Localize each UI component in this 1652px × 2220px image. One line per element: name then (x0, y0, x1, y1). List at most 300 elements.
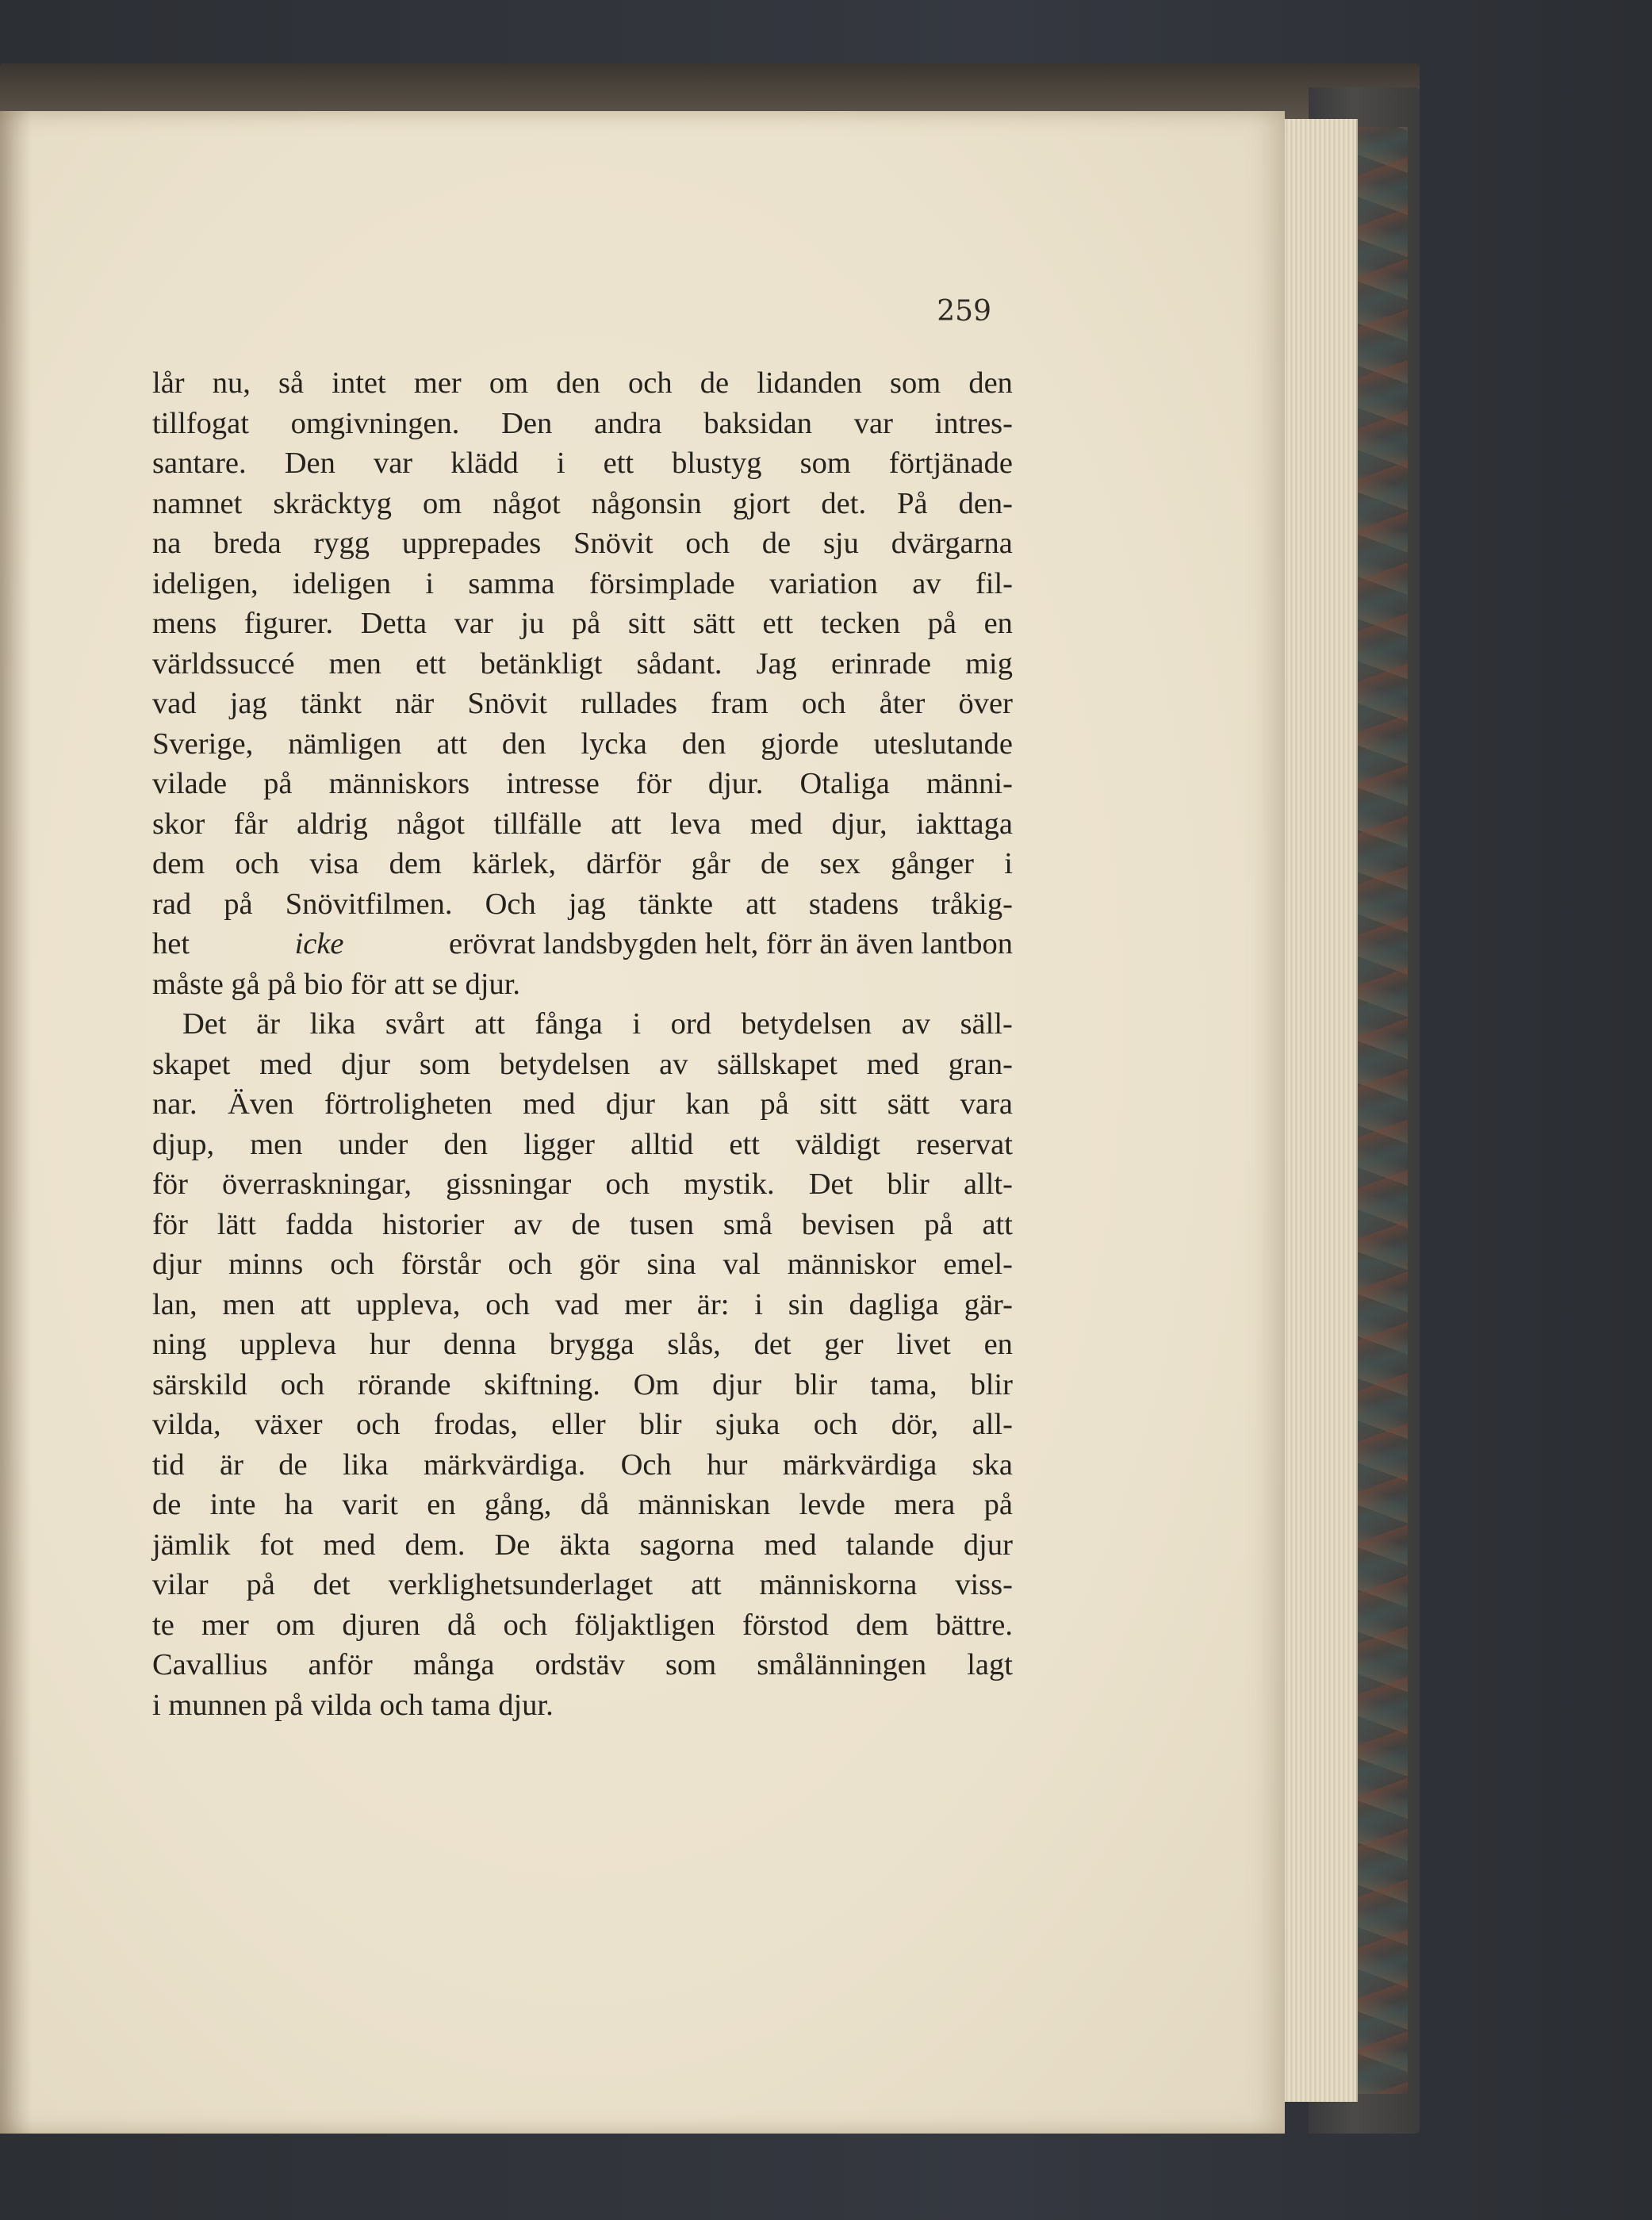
word: världssuccé (152, 646, 295, 681)
word: det (312, 1568, 351, 1601)
word: med (259, 1047, 312, 1081)
word: förstod (742, 1608, 830, 1642)
text-line (152, 1685, 1013, 1726)
text-line (152, 1004, 1013, 1045)
line-text (152, 804, 1013, 845)
word: ska (972, 1447, 1013, 1482)
word: brygga (549, 1328, 634, 1361)
word: sex (819, 847, 860, 880)
word: mystik. (684, 1168, 775, 1201)
word: får (233, 807, 268, 841)
word: under (338, 1127, 408, 1161)
word: allt- (963, 1168, 1013, 1201)
line-text (152, 1605, 1013, 1646)
word: breda (213, 527, 282, 560)
word: gång, (484, 1488, 552, 1521)
line-text (152, 1445, 1013, 1486)
word: intres- (934, 406, 1013, 440)
word: talande (845, 1528, 934, 1562)
word: tillfogat (152, 406, 249, 440)
text-line (152, 1164, 1013, 1205)
word: rullades (581, 687, 677, 720)
line-text (152, 404, 1013, 444)
word: för (152, 1168, 188, 1201)
word: förstår (401, 1248, 481, 1281)
text-line (152, 844, 1013, 884)
word: och (605, 1168, 650, 1201)
text-line (152, 1285, 1013, 1325)
word: och (685, 527, 730, 560)
word: följaktligen (574, 1608, 715, 1642)
word: försimplade (588, 566, 735, 600)
word: varit (342, 1488, 398, 1521)
word: frodas, (434, 1408, 518, 1441)
line-text (152, 1645, 1013, 1685)
word: är (220, 1447, 243, 1482)
word: något (493, 486, 561, 520)
word: Även (228, 1087, 294, 1121)
word: och (628, 366, 673, 400)
word: variation (769, 566, 878, 600)
word: historier (382, 1207, 485, 1241)
text-line (152, 443, 1013, 484)
word: val (723, 1248, 761, 1281)
word: namnet (152, 486, 243, 520)
word: på (924, 1207, 953, 1241)
word: kärlek, (472, 847, 557, 880)
text-line (152, 1605, 1013, 1646)
word: intet (332, 366, 386, 400)
word: männi- (926, 767, 1013, 800)
word: nämligen (288, 727, 402, 761)
word: jag (229, 687, 267, 720)
text-line (152, 1325, 1013, 1365)
text-line (152, 1045, 1013, 1085)
word: skiftning. (484, 1367, 600, 1401)
word: en (983, 607, 1013, 640)
word: märkvärdiga. (424, 1447, 586, 1482)
word: fil- (975, 566, 1013, 600)
word: djup, (152, 1127, 215, 1161)
word: äkta (559, 1528, 611, 1562)
word: sätt (692, 607, 735, 640)
line-text (152, 644, 1013, 684)
word: vad (152, 687, 197, 720)
word: slås, (667, 1328, 721, 1361)
word: lika (342, 1447, 389, 1482)
word: anför (308, 1648, 373, 1681)
word: lår (152, 366, 185, 400)
line-text (152, 1164, 1013, 1205)
word: eller (551, 1408, 606, 1441)
word: blir (887, 1168, 929, 1201)
word: Den (284, 447, 335, 480)
word: iakttaga (916, 807, 1013, 841)
word: människor (787, 1248, 917, 1281)
word: skor (152, 807, 205, 841)
word: all- (972, 1408, 1013, 1441)
word: de (571, 1207, 600, 1241)
word: skapet (152, 1047, 231, 1081)
text-line (152, 604, 1013, 644)
word: rygg (313, 527, 370, 560)
line-text (152, 1525, 1013, 1566)
word: sitt (627, 607, 665, 640)
word: sina (646, 1248, 696, 1281)
word: kan (685, 1087, 730, 1121)
line-text (152, 363, 1013, 404)
word: Och (620, 1447, 672, 1482)
text-line (152, 884, 1013, 925)
text-line (152, 1645, 1013, 1685)
word: minns (228, 1248, 304, 1281)
word: som (889, 366, 941, 400)
word: tid (152, 1447, 185, 1482)
word: och (280, 1367, 325, 1401)
word: klädd (450, 447, 519, 480)
word: verklighetsunderlaget (388, 1568, 654, 1601)
word: Och (485, 887, 536, 921)
word: djur. (707, 767, 764, 800)
word: dagliga (849, 1287, 939, 1321)
word: smålänningen (757, 1648, 927, 1681)
line-text (152, 1125, 1013, 1165)
line-text (152, 1325, 1013, 1365)
text-line (152, 1365, 1013, 1405)
word: vara (960, 1087, 1013, 1121)
word: åter (879, 687, 926, 720)
word: Snövit (573, 527, 654, 560)
line-text: måste gå på bio för att se djur. (152, 967, 521, 1001)
word: tänkte (638, 887, 714, 921)
word: denna (443, 1328, 516, 1361)
line-text (152, 1485, 1013, 1525)
word: med (764, 1528, 817, 1562)
word: ett (415, 646, 447, 681)
word: gjorde (761, 727, 839, 761)
word: gör (579, 1248, 620, 1281)
word: blustyg (672, 447, 762, 480)
word: tänkt (300, 687, 362, 720)
line-text (152, 1244, 1013, 1285)
word: uteslutande (873, 727, 1013, 761)
text-line (152, 484, 1013, 524)
word: av (912, 566, 941, 600)
line-text (152, 523, 1013, 564)
word: och (485, 1287, 530, 1321)
word: sin (788, 1287, 824, 1321)
word: betydelsen (499, 1047, 631, 1081)
word: och (355, 1408, 401, 1441)
word: hur (707, 1447, 748, 1482)
word: särskild (152, 1367, 247, 1401)
word: bättre. (935, 1608, 1013, 1642)
word: upprepades (401, 527, 542, 560)
word: ger (824, 1328, 864, 1361)
word: betänkligt (480, 646, 603, 681)
line-text (182, 1004, 1013, 1045)
word: Cavallius (152, 1648, 268, 1681)
word: sju (822, 527, 859, 560)
word: inte (209, 1488, 256, 1521)
word: djur (341, 1047, 391, 1081)
word: jag (568, 887, 606, 921)
word: vilade (152, 767, 228, 800)
word: sätt (887, 1087, 930, 1121)
word: tecken (820, 607, 901, 640)
text-line (152, 1125, 1013, 1165)
word: figurer. (243, 607, 334, 640)
word: vad (554, 1287, 600, 1321)
word: betydelsen (741, 1007, 872, 1041)
word: människan (638, 1488, 771, 1521)
word: andra (593, 406, 662, 440)
line-text (152, 564, 1013, 604)
word: levde (799, 1488, 865, 1521)
word: med (323, 1528, 376, 1562)
word: erinrade (830, 646, 932, 681)
word: med (866, 1047, 920, 1081)
word: och (813, 1408, 858, 1441)
word: dör, (891, 1408, 939, 1441)
word: djur (712, 1367, 762, 1401)
word: djur (963, 1528, 1013, 1562)
word: de (761, 847, 790, 880)
line-text (152, 604, 1013, 644)
word: den (681, 727, 726, 761)
line-text (152, 844, 1013, 884)
word: den (501, 727, 546, 761)
text-line (152, 764, 1013, 804)
word: rad (152, 887, 192, 921)
word: rörande (357, 1367, 451, 1401)
word: att (436, 727, 467, 761)
word: att (474, 1007, 505, 1041)
word: så (278, 366, 305, 400)
word: på (760, 1087, 789, 1121)
word: Om (633, 1367, 680, 1401)
text-segment: het (152, 927, 197, 960)
line-text (152, 1565, 1013, 1605)
word: leva (670, 807, 722, 841)
text-segment: erövrat landsbygden helt, förr än även lantbon (441, 927, 1013, 960)
word: som (799, 447, 851, 480)
word: var (454, 607, 493, 640)
word: människorna (759, 1568, 918, 1601)
line-text (152, 1365, 1013, 1405)
word: i (754, 1287, 763, 1321)
text-line (152, 1244, 1013, 1285)
word: det. (821, 486, 867, 520)
word: att (691, 1568, 722, 1601)
word: tusen (629, 1207, 695, 1241)
word: aldrig (297, 807, 368, 841)
word: stadens (808, 887, 899, 921)
word: fram (711, 687, 769, 720)
word: mer (624, 1287, 672, 1321)
word: Snövit (467, 687, 547, 720)
word: hur (369, 1328, 411, 1361)
italic-word: icke (294, 927, 344, 960)
word: intresse (506, 767, 600, 800)
text-line (152, 564, 1013, 604)
word: ideligen (293, 566, 392, 600)
word: sällskapet (717, 1047, 837, 1081)
word: lagt (967, 1648, 1013, 1681)
text-line (152, 924, 1013, 964)
word: de (278, 1447, 308, 1482)
word: de (761, 527, 792, 560)
word: djur (152, 1248, 202, 1281)
word: mer (201, 1608, 249, 1642)
page-number: 259 (937, 295, 991, 328)
word: uppleva (240, 1328, 337, 1361)
word: och (508, 1248, 553, 1281)
word: för (635, 767, 672, 800)
word: och (801, 687, 846, 720)
word: tama, (870, 1367, 937, 1401)
word: sjuka (715, 1408, 780, 1441)
word: ju (520, 607, 545, 640)
word: Sverige, (152, 727, 254, 761)
text-line (152, 964, 1013, 1005)
word: vilar (152, 1568, 209, 1601)
word: men (328, 646, 381, 681)
word: lycka (581, 727, 647, 761)
word: blir (794, 1367, 837, 1401)
word: gjort (732, 486, 791, 520)
word: säll- (960, 1007, 1013, 1041)
word: ett (729, 1127, 760, 1161)
word: viss- (955, 1568, 1013, 1601)
word: blir (639, 1408, 682, 1441)
word: gär- (964, 1287, 1013, 1321)
word: den- (958, 486, 1013, 520)
word: na (152, 527, 182, 560)
word: men (250, 1127, 303, 1161)
word: de (700, 366, 730, 400)
word: dem (856, 1608, 909, 1642)
word: dem (152, 847, 205, 880)
word: jämlik (152, 1528, 231, 1562)
word: om (276, 1608, 316, 1642)
word: djur, (831, 807, 887, 841)
word: nar. (152, 1087, 197, 1121)
word: som (419, 1047, 471, 1081)
line-text (152, 1205, 1013, 1245)
word: med (749, 807, 803, 841)
word: fånga (535, 1007, 603, 1041)
word: livet (896, 1328, 951, 1361)
word: någonsin (591, 486, 702, 520)
word: lan, (152, 1287, 197, 1321)
line-text (152, 1285, 1013, 1325)
word: att (746, 887, 776, 921)
word: över (958, 687, 1013, 720)
word: samma (468, 566, 555, 600)
text-line (152, 724, 1013, 765)
text-line (152, 804, 1013, 845)
word: mens (152, 607, 217, 640)
word: ord (670, 1007, 711, 1041)
word: ha (284, 1488, 314, 1521)
word: svårt (385, 1007, 445, 1041)
line-text (152, 1045, 1013, 1085)
word: och (503, 1608, 548, 1642)
word: på (927, 607, 956, 640)
word: därför (586, 847, 661, 880)
text-line (152, 1525, 1013, 1566)
word: mera (894, 1488, 956, 1521)
text-line (152, 684, 1013, 724)
word: sagorna (639, 1528, 735, 1562)
word: visa (309, 847, 359, 880)
word: märkvärdiga (782, 1447, 937, 1482)
word: dem. (404, 1528, 466, 1562)
word: sitt (819, 1087, 857, 1121)
word: baksidan (703, 406, 813, 440)
text-line (152, 404, 1013, 444)
word: en (427, 1488, 456, 1521)
word: te (152, 1608, 174, 1642)
word: omgivningen. (290, 406, 460, 440)
line-text (152, 684, 1013, 724)
word: På (897, 486, 928, 520)
word: av (901, 1007, 931, 1041)
word: för (152, 1207, 188, 1241)
word: alltid (631, 1127, 694, 1161)
word: i (632, 1007, 642, 1041)
word: går (691, 847, 730, 880)
word: gran- (948, 1047, 1013, 1081)
word: dem (389, 847, 442, 880)
word: som (665, 1648, 717, 1681)
word: något (397, 807, 465, 841)
word: lätt (217, 1207, 256, 1241)
word: mer (413, 366, 462, 400)
text-line (152, 523, 1013, 564)
word: bevisen (801, 1207, 895, 1241)
word: ett (762, 607, 794, 640)
word: människors (328, 767, 470, 800)
word: förtroligheten (324, 1087, 493, 1121)
text-line (152, 1485, 1013, 1525)
word: av (659, 1047, 688, 1081)
word: väldigt (795, 1127, 880, 1161)
word: mig (965, 646, 1013, 681)
word: då (580, 1488, 610, 1521)
text-line (152, 644, 1013, 684)
word: tråkig- (931, 887, 1013, 921)
word: skräcktyg (273, 486, 392, 520)
word: att (300, 1287, 332, 1321)
word: Det (182, 1007, 227, 1041)
word: och (330, 1248, 374, 1281)
marbled-cover-edge (1352, 127, 1408, 2094)
word: överraskningar, (222, 1168, 412, 1201)
word: nu, (212, 366, 251, 400)
word: gissningar (446, 1168, 572, 1201)
word: ligger (523, 1127, 596, 1161)
word: blir (970, 1367, 1013, 1401)
word: var (853, 406, 893, 440)
line-text (152, 1084, 1013, 1125)
word: en (983, 1328, 1013, 1361)
word: Snövitfilmen. (285, 887, 453, 921)
word: Den (501, 406, 553, 440)
word: många (412, 1648, 495, 1681)
word: lika (309, 1007, 356, 1041)
